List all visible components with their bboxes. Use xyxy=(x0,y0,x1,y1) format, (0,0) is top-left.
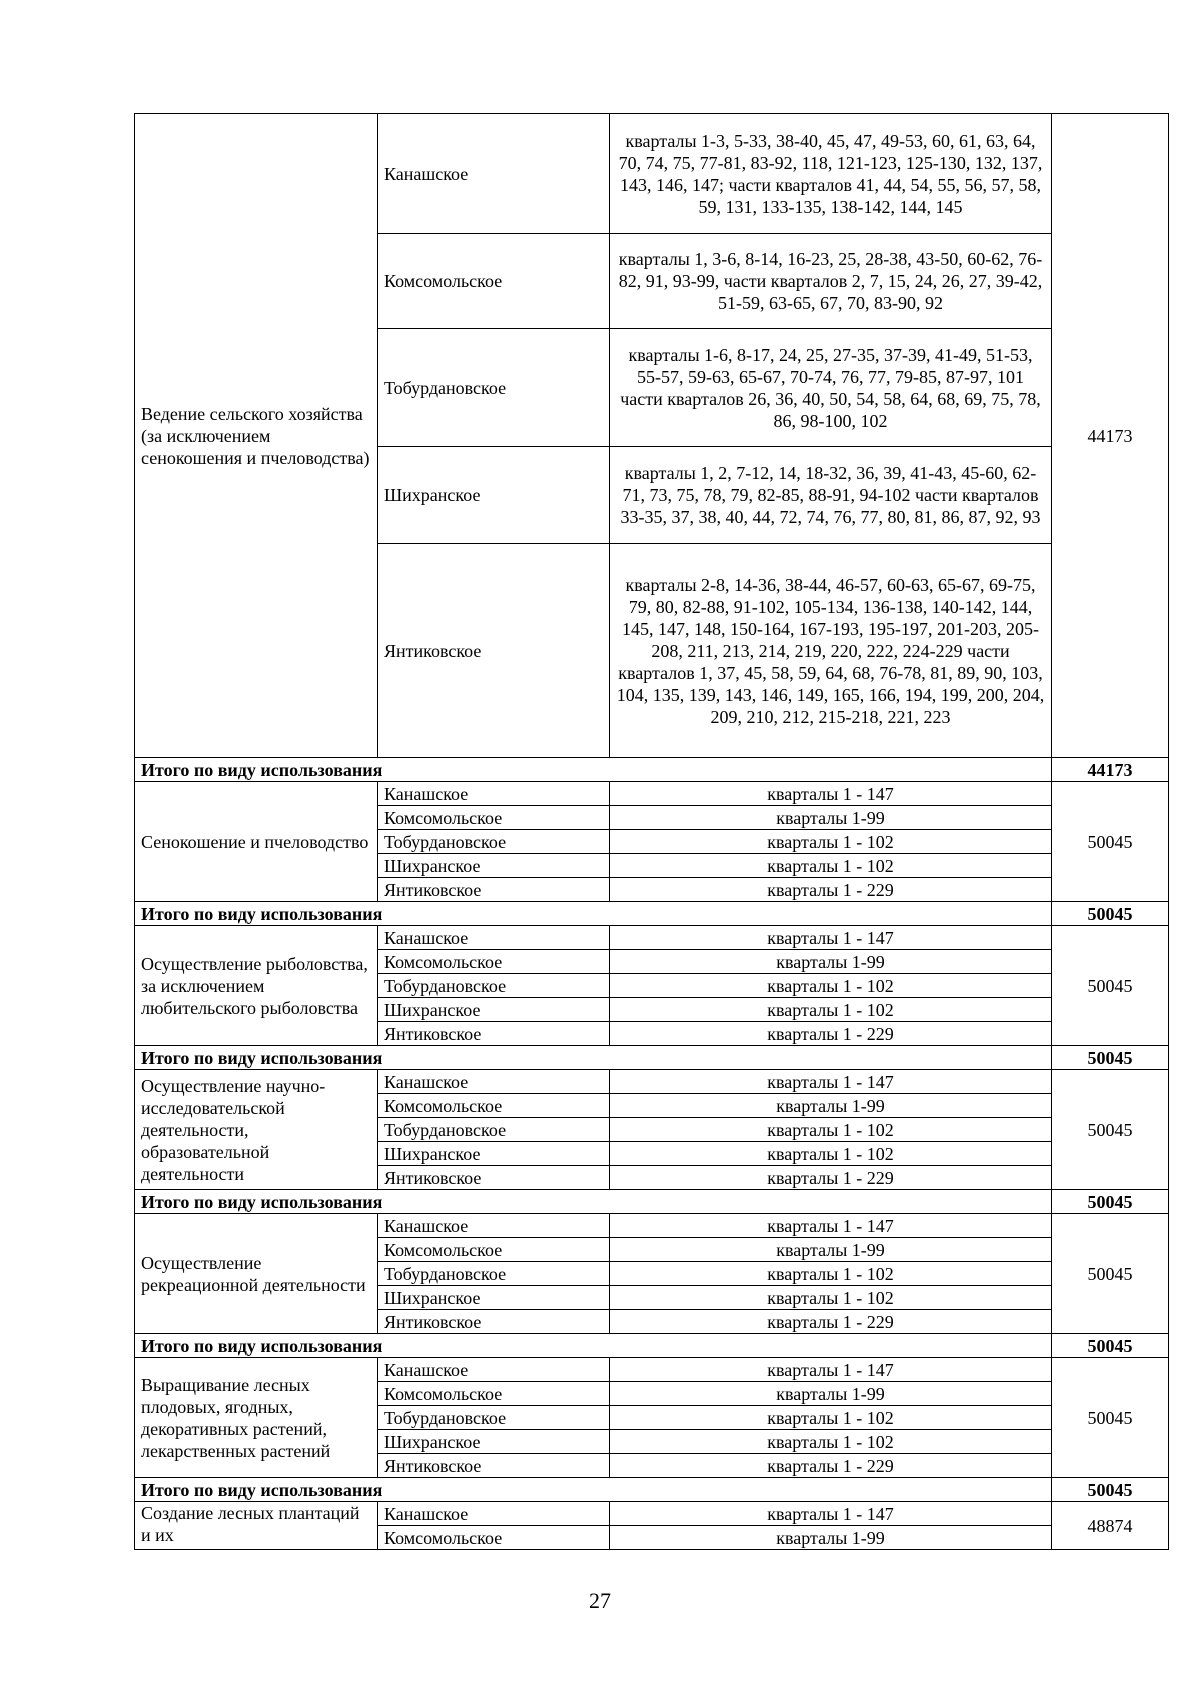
forestry-cell: Тобурдановское xyxy=(378,1118,610,1142)
forestry-cell: Янтиковское xyxy=(378,1166,610,1190)
area-cell: 50045 xyxy=(1052,926,1169,1046)
area-cell: 50045 xyxy=(1052,1358,1169,1478)
quarters-cell: кварталы 1, 2, 7-12, 14, 18-32, 36, 39, 41-43, 45-60, 62-71, 73, 75, 78, 79, 82-85, 88-91, 94-102 части кварталов 33-35, 37, 38, 40, 44, 72, 74, 76, 77, 80, 81, 86, 87, 92, 93 xyxy=(610,447,1052,544)
forestry-cell: Тобурдановское xyxy=(378,329,610,447)
use-type-cell: Осуществление рыболовства, за исключением любительского рыболовства xyxy=(135,926,378,1046)
forestry-cell: Шихранское xyxy=(378,1142,610,1166)
total-value: 50045 xyxy=(1052,1478,1169,1502)
table-row xyxy=(135,926,1169,950)
document-page xyxy=(134,113,1168,1550)
use-type-cell: Создание лесных плантаций и их xyxy=(135,1502,378,1550)
total-row xyxy=(135,758,1169,782)
quarters-cell: кварталы 1 - 147 xyxy=(610,926,1052,950)
use-type-cell: Осуществление рекреационной деятельности xyxy=(135,1214,378,1334)
forestry-cell: Канашское xyxy=(378,926,610,950)
page-number: 27 xyxy=(589,1588,611,1613)
forestry-cell: Комсомольское xyxy=(378,1094,610,1118)
quarters-cell: кварталы 1-6, 8-17, 24, 25, 27-35, 37-39, 41-49, 51-53, 55-57, 59-63, 65-67, 70-74, 76, 77, 79-85, 87-97, 101 части кварталов 26, 36, 40, 50, 54, 58, 64, 68, 69, 75, 78, 86, 98-100, 102 xyxy=(610,329,1052,447)
quarters-cell: кварталы 1 - 229 xyxy=(610,1166,1052,1190)
quarters-cell: кварталы 1 - 102 xyxy=(610,1406,1052,1430)
table-row xyxy=(135,1358,1169,1382)
quarters-cell: кварталы 1 - 147 xyxy=(610,1070,1052,1094)
total-value: 50045 xyxy=(1052,1334,1169,1358)
quarters-cell: кварталы 1 - 102 xyxy=(610,1118,1052,1142)
forestry-cell: Янтиковское xyxy=(378,1310,610,1334)
quarters-cell: кварталы 1 - 102 xyxy=(610,830,1052,854)
quarters-cell: кварталы 1 - 229 xyxy=(610,1022,1052,1046)
total-label: Итого по виду использования xyxy=(135,1046,1052,1070)
forestry-cell: Комсомольское xyxy=(378,1238,610,1262)
forestry-cell: Канашское xyxy=(378,1070,610,1094)
quarters-cell: кварталы 1, 3-6, 8-14, 16-23, 25, 28-38, 43-50, 60-62, 76-82, 91, 93-99, части кварталов 2, 7, 15, 24, 26, 27, 39-42, 51-59, 63-65, 67, 70, 83-90, 92 xyxy=(610,234,1052,329)
forestry-cell: Комсомольское xyxy=(378,1382,610,1406)
forestry-cell: Канашское xyxy=(378,782,610,806)
table-row xyxy=(135,782,1169,806)
forestry-cell: Комсомольское xyxy=(378,806,610,830)
total-value: 50045 xyxy=(1052,1190,1169,1214)
forestry-cell: Янтиковское xyxy=(378,1454,610,1478)
total-value: 50045 xyxy=(1052,1046,1169,1070)
forestry-cell: Комсомольское xyxy=(378,234,610,329)
forestry-cell: Канашское xyxy=(378,114,610,234)
total-label: Итого по виду использования xyxy=(135,1478,1052,1502)
area-cell: 50045 xyxy=(1052,1214,1169,1334)
quarters-cell: кварталы 1 - 102 xyxy=(610,854,1052,878)
quarters-cell: кварталы 1 - 102 xyxy=(610,1262,1052,1286)
forestry-cell: Канашское xyxy=(378,1214,610,1238)
quarters-cell: кварталы 1-99 xyxy=(610,950,1052,974)
total-row xyxy=(135,1478,1169,1502)
quarters-cell: кварталы 1-99 xyxy=(610,1382,1052,1406)
quarters-cell: кварталы 1 - 147 xyxy=(610,1358,1052,1382)
forestry-cell: Шихранское xyxy=(378,1430,610,1454)
forestry-cell: Комсомольское xyxy=(378,1526,610,1550)
quarters-cell: кварталы 1 - 102 xyxy=(610,1286,1052,1310)
quarters-cell: кварталы 1-3, 5-33, 38-40, 45, 47, 49-53, 60, 61, 63, 64, 70, 74, 75, 77-81, 83-92, 118, 121-123, 125-130, 132, 137, 143, 146, 147; части кварталов 41, 44, 54, 55, 56, 57, 58, 59, 131, 133-135, 138-142, 144, 145 xyxy=(610,114,1052,234)
total-label: Итого по виду использования xyxy=(135,902,1052,926)
forestry-cell: Шихранское xyxy=(378,447,610,544)
forestry-cell: Тобурдановское xyxy=(378,974,610,998)
quarters-cell: кварталы 1 - 102 xyxy=(610,974,1052,998)
forestry-cell: Канашское xyxy=(378,1358,610,1382)
table-row xyxy=(135,114,1169,234)
area-cell: 44173 xyxy=(1052,114,1169,758)
use-type-cell: Выращивание лесных плодовых, ягодных, декоративных растений, лекарственных растений xyxy=(135,1358,378,1478)
forestry-cell: Канашское xyxy=(378,1502,610,1526)
total-value: 50045 xyxy=(1052,902,1169,926)
table-row xyxy=(135,1214,1169,1238)
forestry-cell: Янтиковское xyxy=(378,1022,610,1046)
quarters-cell: кварталы 1 - 102 xyxy=(610,1430,1052,1454)
forestry-cell: Шихранское xyxy=(378,1286,610,1310)
quarters-cell: кварталы 1-99 xyxy=(610,1238,1052,1262)
forestry-cell: Шихранское xyxy=(378,854,610,878)
forestry-cell: Янтиковское xyxy=(378,878,610,902)
forest-use-table xyxy=(134,113,1169,1550)
forestry-cell: Тобурдановское xyxy=(378,830,610,854)
total-label: Итого по виду использования xyxy=(135,1334,1052,1358)
quarters-cell: кварталы 1-99 xyxy=(610,1094,1052,1118)
forestry-cell: Тобурдановское xyxy=(378,1262,610,1286)
use-type-cell: Осуществление научно-исследовательской деятельности, образовательной деятельности xyxy=(135,1070,378,1190)
area-cell: 50045 xyxy=(1052,1070,1169,1190)
quarters-cell: кварталы 1 - 147 xyxy=(610,1502,1052,1526)
forestry-cell: Шихранское xyxy=(378,998,610,1022)
quarters-cell: кварталы 1 - 229 xyxy=(610,878,1052,902)
total-row xyxy=(135,1046,1169,1070)
total-row xyxy=(135,1190,1169,1214)
total-row xyxy=(135,1334,1169,1358)
quarters-cell: кварталы 1-99 xyxy=(610,1526,1052,1550)
table-row xyxy=(135,1502,1169,1526)
quarters-cell: кварталы 2-8, 14-36, 38-44, 46-57, 60-63, 65-67, 69-75, 79, 80, 82-88, 91-102, 105-134, 136-138, 140-142, 144, 145, 147, 148, 150-164, 167-193, 195-197, 201-203, 205-208, 211, 213, 214, 219, 220, 222, 224-229 части кварталов 1, 37, 45, 58, 59, 64, 68, 76-78, 81, 89, 90, 103, 104, 135, 139, 143, 146, 149, 165, 166, 194, 199, 200, 204, 209, 210, 212, 215-218, 221, 223 xyxy=(610,544,1052,758)
quarters-cell: кварталы 1 - 102 xyxy=(610,1142,1052,1166)
total-value: 44173 xyxy=(1052,758,1169,782)
table-row xyxy=(135,1070,1169,1094)
total-label: Итого по виду использования xyxy=(135,1190,1052,1214)
quarters-cell: кварталы 1 - 102 xyxy=(610,998,1052,1022)
quarters-cell: кварталы 1 - 229 xyxy=(610,1454,1052,1478)
quarters-cell: кварталы 1 - 147 xyxy=(610,782,1052,806)
quarters-cell: кварталы 1 - 229 xyxy=(610,1310,1052,1334)
forestry-cell: Янтиковское xyxy=(378,544,610,758)
area-cell: 50045 xyxy=(1052,782,1169,902)
use-type-cell: Ведение сельского хозяйства (за исключением сенокошения и пчеловодства) xyxy=(135,114,378,758)
total-label: Итого по виду использования xyxy=(135,758,1052,782)
quarters-cell: кварталы 1-99 xyxy=(610,806,1052,830)
forestry-cell: Комсомольское xyxy=(378,950,610,974)
total-row xyxy=(135,902,1169,926)
forestry-cell: Тобурдановское xyxy=(378,1406,610,1430)
area-cell: 48874 xyxy=(1052,1502,1169,1550)
use-type-cell: Сенокошение и пчеловодство xyxy=(135,782,378,902)
quarters-cell: кварталы 1 - 147 xyxy=(610,1214,1052,1238)
